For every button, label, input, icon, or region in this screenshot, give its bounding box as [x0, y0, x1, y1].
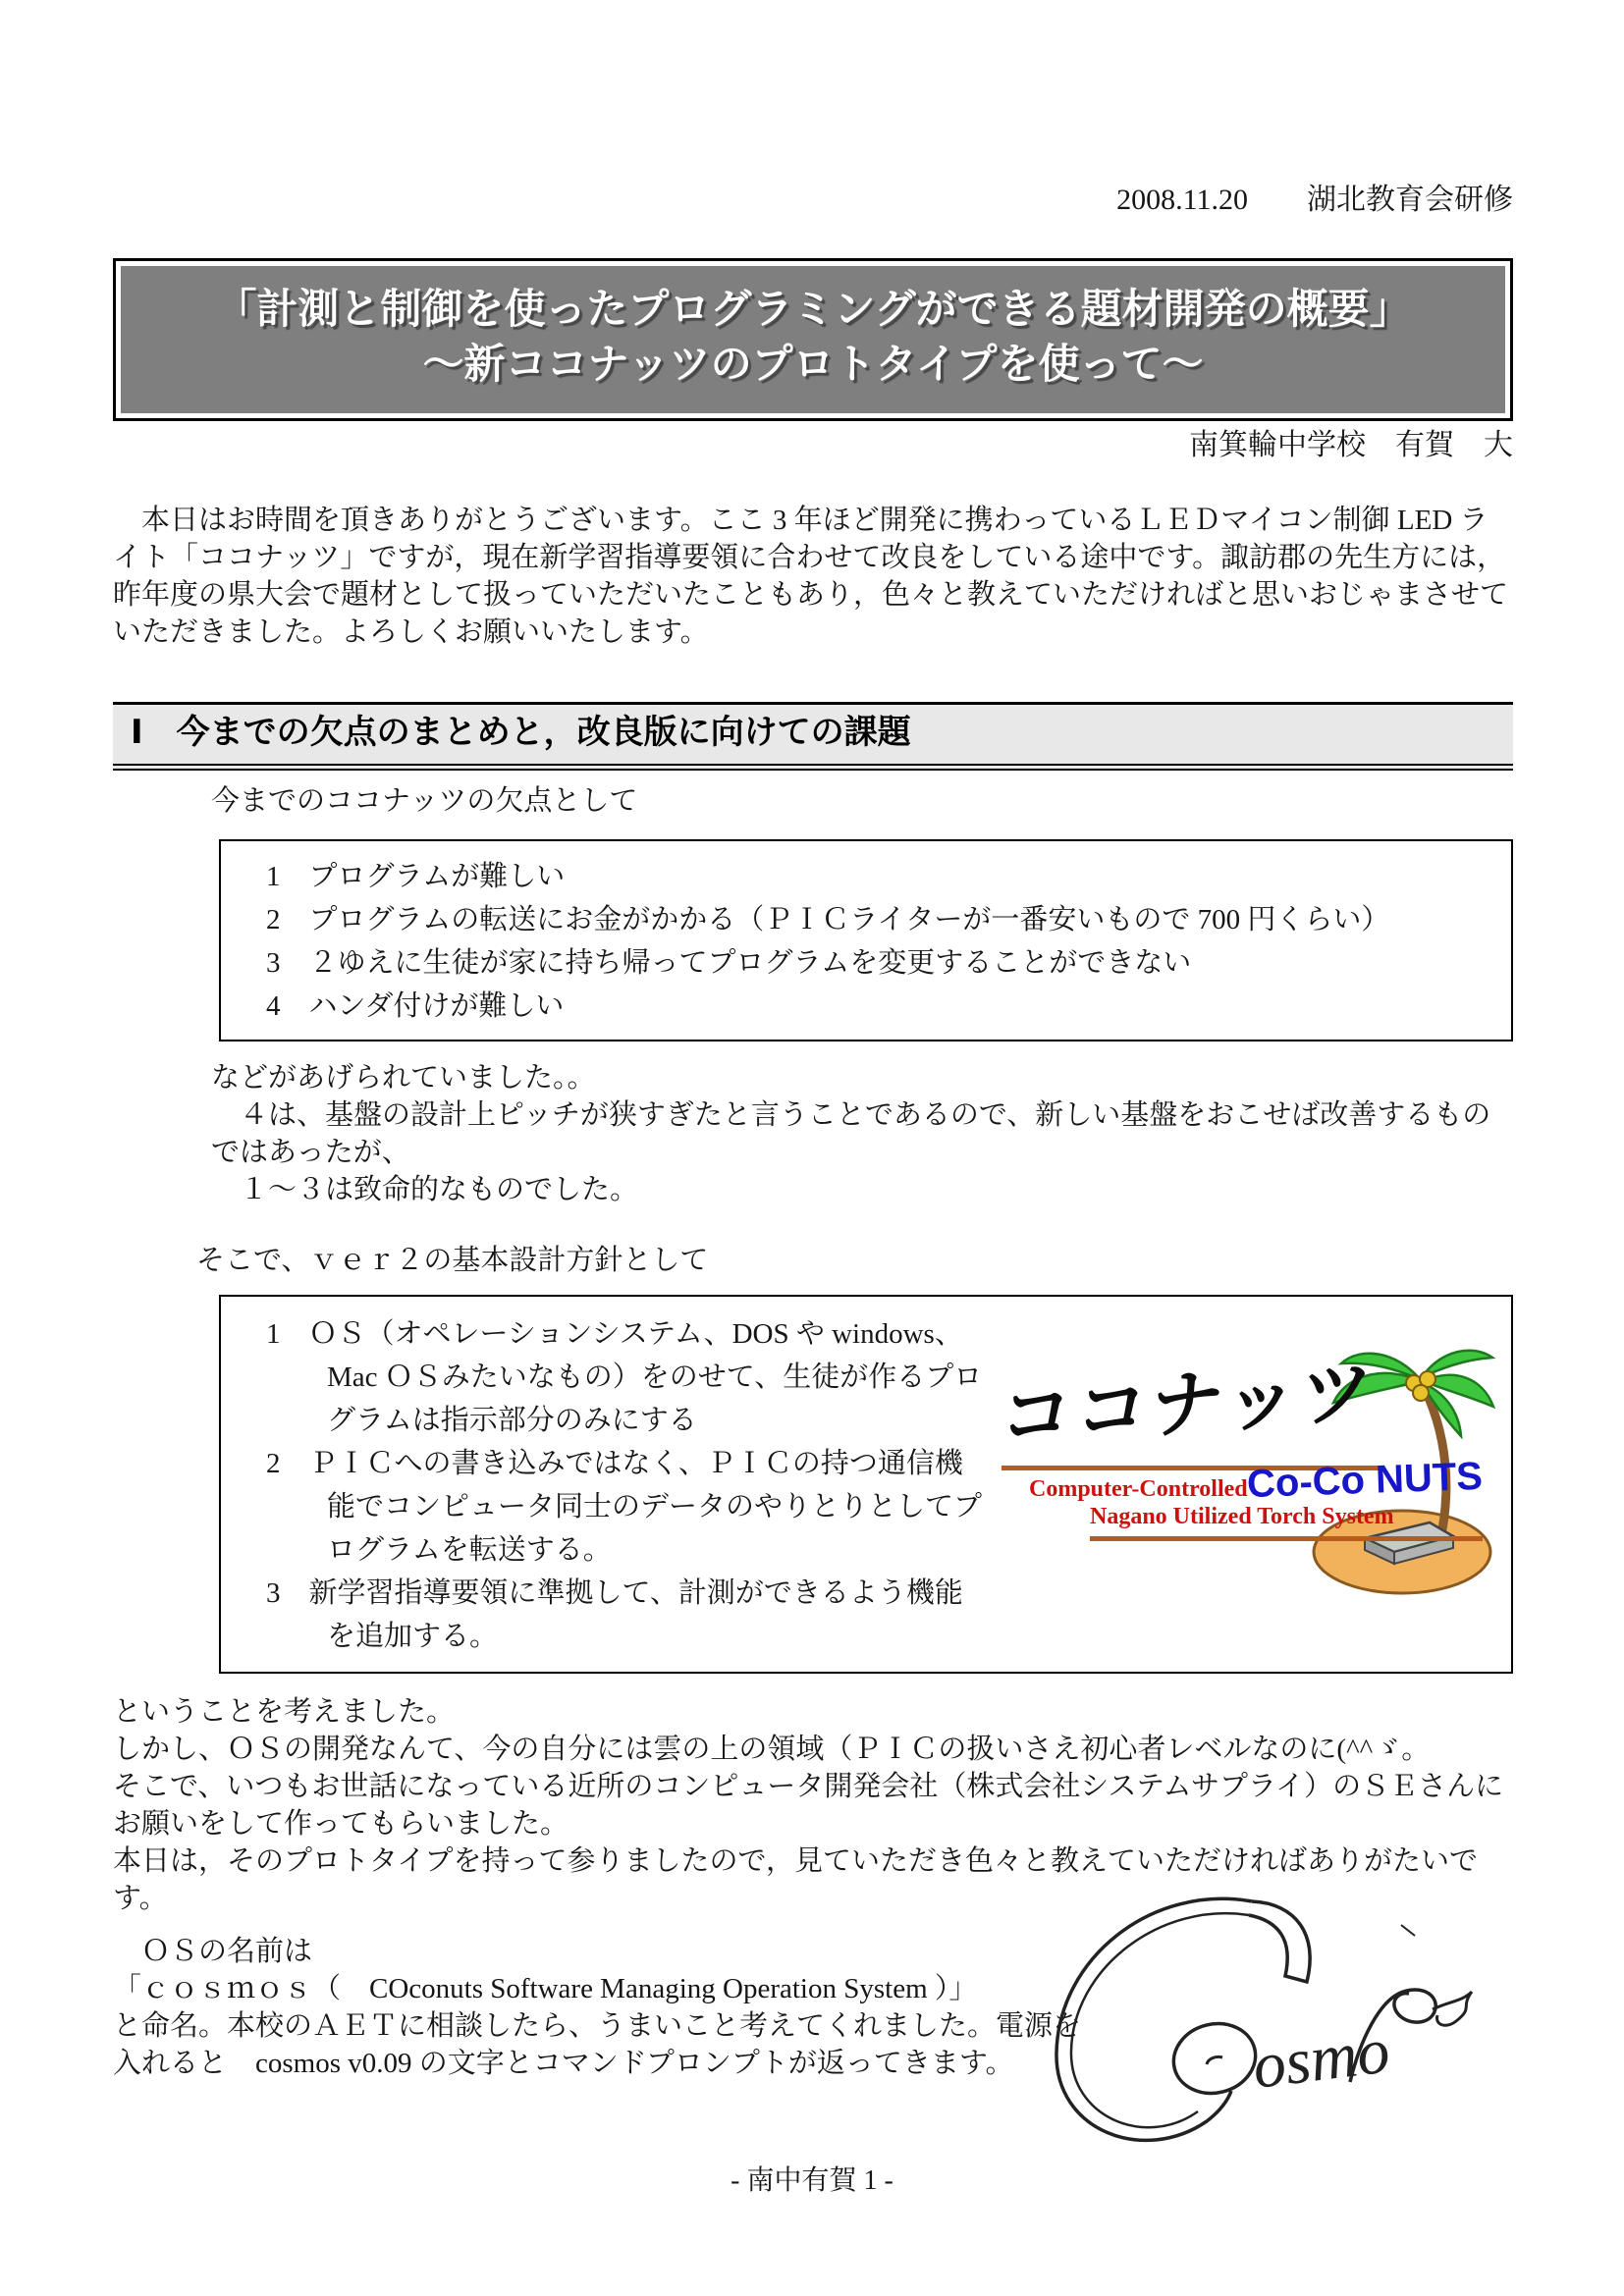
cosmos-handwritten-sketch	[1004, 1864, 1486, 2198]
date-line	[113, 182, 1513, 219]
cosmos-stray-mark	[1401, 1925, 1415, 1936]
cosmos-flourish-tail	[1433, 1992, 1472, 2025]
defect-discussion	[113, 1059, 1513, 1208]
coconut	[1413, 1385, 1429, 1401]
logo-subtitle-line1: Computer-Controlled	[1029, 1476, 1248, 1502]
defect-item-2: 2 プログラムの転送にお金がかかる（ＰＩＣライターが一番安いもので 700 円くらい）	[266, 904, 1390, 935]
os-name-text	[113, 1933, 1105, 2082]
closing-p3: そこで、いつもお世話になっている近所のコンピュータ開発会社（株式会社システムサプライ）のＳＥさんにお願いをして作ってもらいました。	[113, 1771, 1504, 1840]
defect-lead: 今までのココナッツの欠点として	[211, 785, 638, 817]
logo-katakana-text: ココナッツ	[998, 1350, 1379, 1459]
date-org-gap	[1248, 184, 1307, 216]
coconuts-logo	[998, 1350, 1495, 1575]
policy-item-3: 3 新学習指導要領に準拠して、計測ができるよう機能を追加する。	[266, 1577, 963, 1652]
os-name-section	[113, 1933, 1513, 2267]
organization-text: 湖北教育会研修	[1307, 184, 1513, 216]
defect-box	[219, 839, 1513, 1041]
closing-p4: 本日は，そのプロトタイプを持って参りましたので，見ていただき色々と教えていただければありがたいです。	[113, 1845, 1478, 1914]
page-footer: - 南中有賀 1 -	[731, 2165, 893, 2196]
os-name-line2: 「ｃｏｓｍｏｓ（ COconuts Software Managing Operation System ）」	[113, 1973, 978, 2004]
policy-item-1: 1 ＯＳ（オペレーションシステム、DOS や windows、Mac ＯＳみたいなもの）をのせて、生徒が作るプログラムは指示部分のみにする	[266, 1318, 983, 1436]
cosmos-letter-c-hook	[1249, 1901, 1310, 1982]
defect-discussion-p2: ４は、基盤の設計上ピッチが狭すぎたと言うことであるので、新しい基盤をおこせば改善するものではあったが、	[211, 1099, 1491, 1168]
section-heading: Ⅰ 今までの欠点のまとめと，改良版に向けての課題	[113, 702, 1513, 771]
policy-lead: そこで、ｖｅｒ２の基本設計方針として	[196, 1245, 709, 1276]
policy-box	[219, 1295, 1513, 1674]
os-name-para: と命名。本校のＡＥＴに相談したら、うまいこと考えてくれました。電源を入れると cosmos v0.09 の文字とコマンドプロンプトが返ってきます。	[113, 2010, 1082, 2079]
date-text: 2008.11.20	[1116, 184, 1248, 216]
title-banner	[113, 258, 1513, 421]
title-banner-inner	[121, 266, 1505, 413]
defect-item-4: 4 ハンダ付けが難しい	[266, 990, 565, 1022]
cosmos-letter-c-inner	[1071, 1913, 1249, 2127]
logo-latin-text: Co-Co NUTS	[1246, 1454, 1484, 1507]
logo-underline	[1090, 1536, 1483, 1541]
defect-item-3: 3 ２ゆえに生徒が家に持ち帰ってプログラムを変更することができない	[266, 947, 1192, 979]
logo-subtitle-line2: Nagano Utilized Torch System	[1090, 1504, 1394, 1529]
page-content	[113, 0, 1513, 2267]
title-line-1: 「計測と制御を使ったプログラミングができる題材開発の概要」	[215, 286, 1411, 332]
cosmos-letters-text: osmo	[1248, 2014, 1394, 2103]
cosmos-letter-c-outer	[1056, 1898, 1252, 2140]
defect-discussion-p3: １～３は致命的なものでした。	[211, 1174, 639, 1205]
closing-p1: ということを考えました。	[113, 1696, 456, 1728]
author-line: 南箕輪中学校 有賀 大	[1189, 429, 1513, 461]
defect-discussion-p1: などがあげられていました。。	[211, 1062, 596, 1094]
intro-paragraph: 本日はお時間を頂きありがとうございます。ここ 3 年ほど開発に携わっているＬＥＤマイコン制御 LED ライト「ココナッツ」ですが，現在新学習指導要領に合わせて改良をしている途中です。諏訪郡の先生方には，昨年度の県大会で題材として扱っていただいたこともあり，色々と教えていただければと思いおじゃまさせていただきました。よろしくお願いいたします。	[113, 505, 1509, 648]
defect-item-1: 1 プログラムが難しい	[266, 861, 566, 892]
closing-p2: しかし、ＯＳの開発なんて、今の自分には雲の上の領域（ＰＩＣの扱いさえ初心者レベルなのに(^^ゞ。	[113, 1734, 1431, 1765]
policy-item-2: 2 ＰＩＣへの書き込みではなく、ＰＩＣの持つ通信機能でコンピュータ同士のデータのやりとりとしてプログラムを転送する。	[266, 1448, 983, 1566]
os-name-line1: ＯＳの名前は	[113, 1936, 313, 1967]
title-line-2: ～新ココナッツのプロトタイプを使って～	[422, 341, 1204, 387]
